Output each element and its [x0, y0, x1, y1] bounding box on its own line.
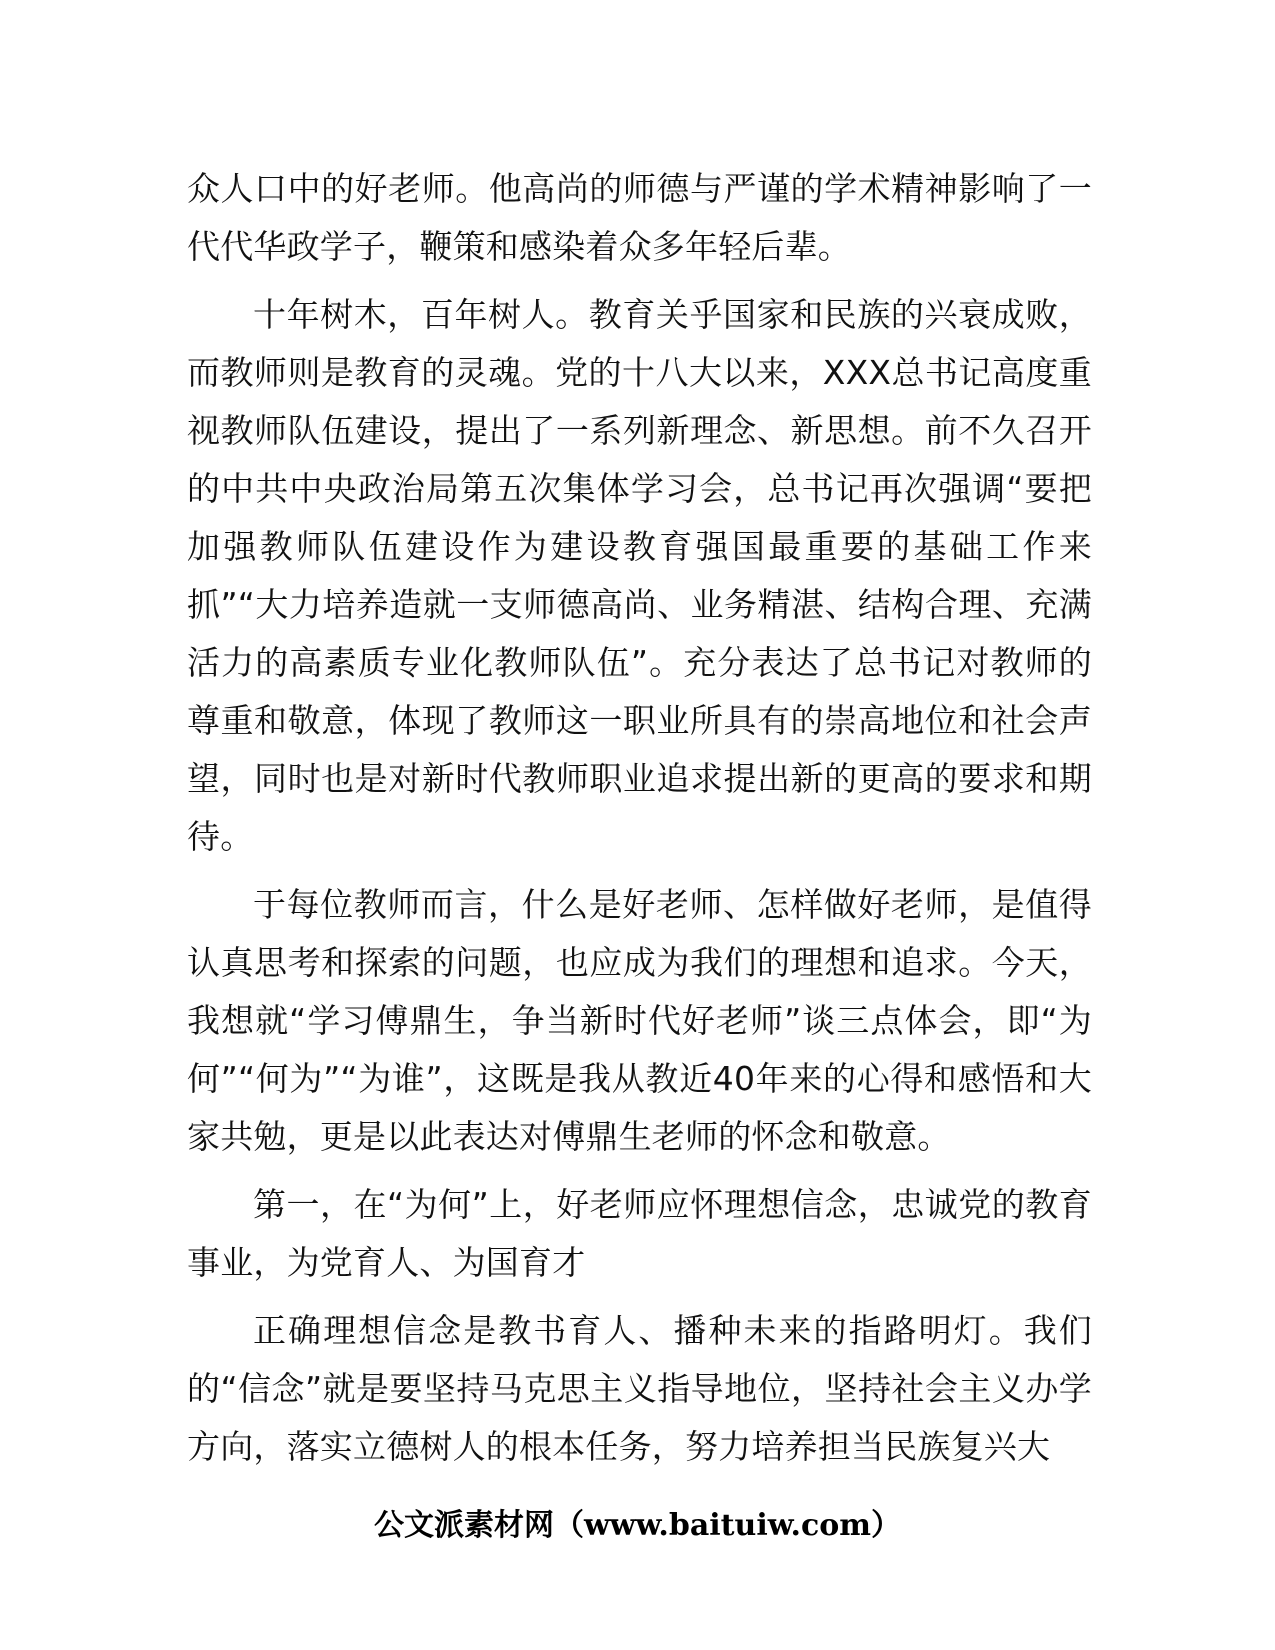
paragraph: 十年树木，百年树人。教育关乎国家和民族的兴衰成败，而教师则是教育的灵魂。党的十八大以来，XXX总书记高度重视教师队伍建设，提出了一系列新理念、新思想。前不久召开的中共中央政治局第五次集体学习会，总书记再次强调“要把加强教师队伍建设作为建设教育强国最重要的基础工作来抓”“大力培养造就一支师德高尚、业务精湛、结构合理、充满活力的高素质专业化教师队伍”。充分表达了总书记对教师的尊重和敬意，体现了教师这一职业所具有的崇高地位和社会声望，同时也是对新时代教师职业追求提出新的更高的要求和期待。 [187, 295, 1092, 856]
footer-watermark: 公文派素材网（www.baituiw.com） [373, 1508, 902, 1543]
section-heading: 第一，在“为何”上，好老师应怀理想信念，忠诚党的教育事业，为党育人、为国育才 [187, 1185, 1092, 1282]
document-body [187, 160, 1092, 1486]
paragraph: 于每位教师而言，什么是好老师、怎样做好老师，是值得认真思考和探索的问题，也应成为我们的理想和追求。今天，我想就“学习傅鼎生，争当新时代好老师”谈三点体会，即“为何”“何为”“为谁”，这既是我从教近40年来的心得和感悟和大家共勉，更是以此表达对傅鼎生老师的怀念和敬意。 [187, 885, 1092, 1156]
paragraph: 正确理想信念是教书育人、播种未来的指路明灯。我们的“信念”就是要坚持马克思主义指导地位，坚持社会主义办学方向，落实立德树人的根本任务，努力培养担当民族复兴大 [187, 1311, 1092, 1466]
paragraph-continuation: 众人口中的好老师。他高尚的师德与严谨的学术精神影响了一代代华政学子，鞭策和感染着众多年轻后辈。 [187, 169, 1092, 266]
